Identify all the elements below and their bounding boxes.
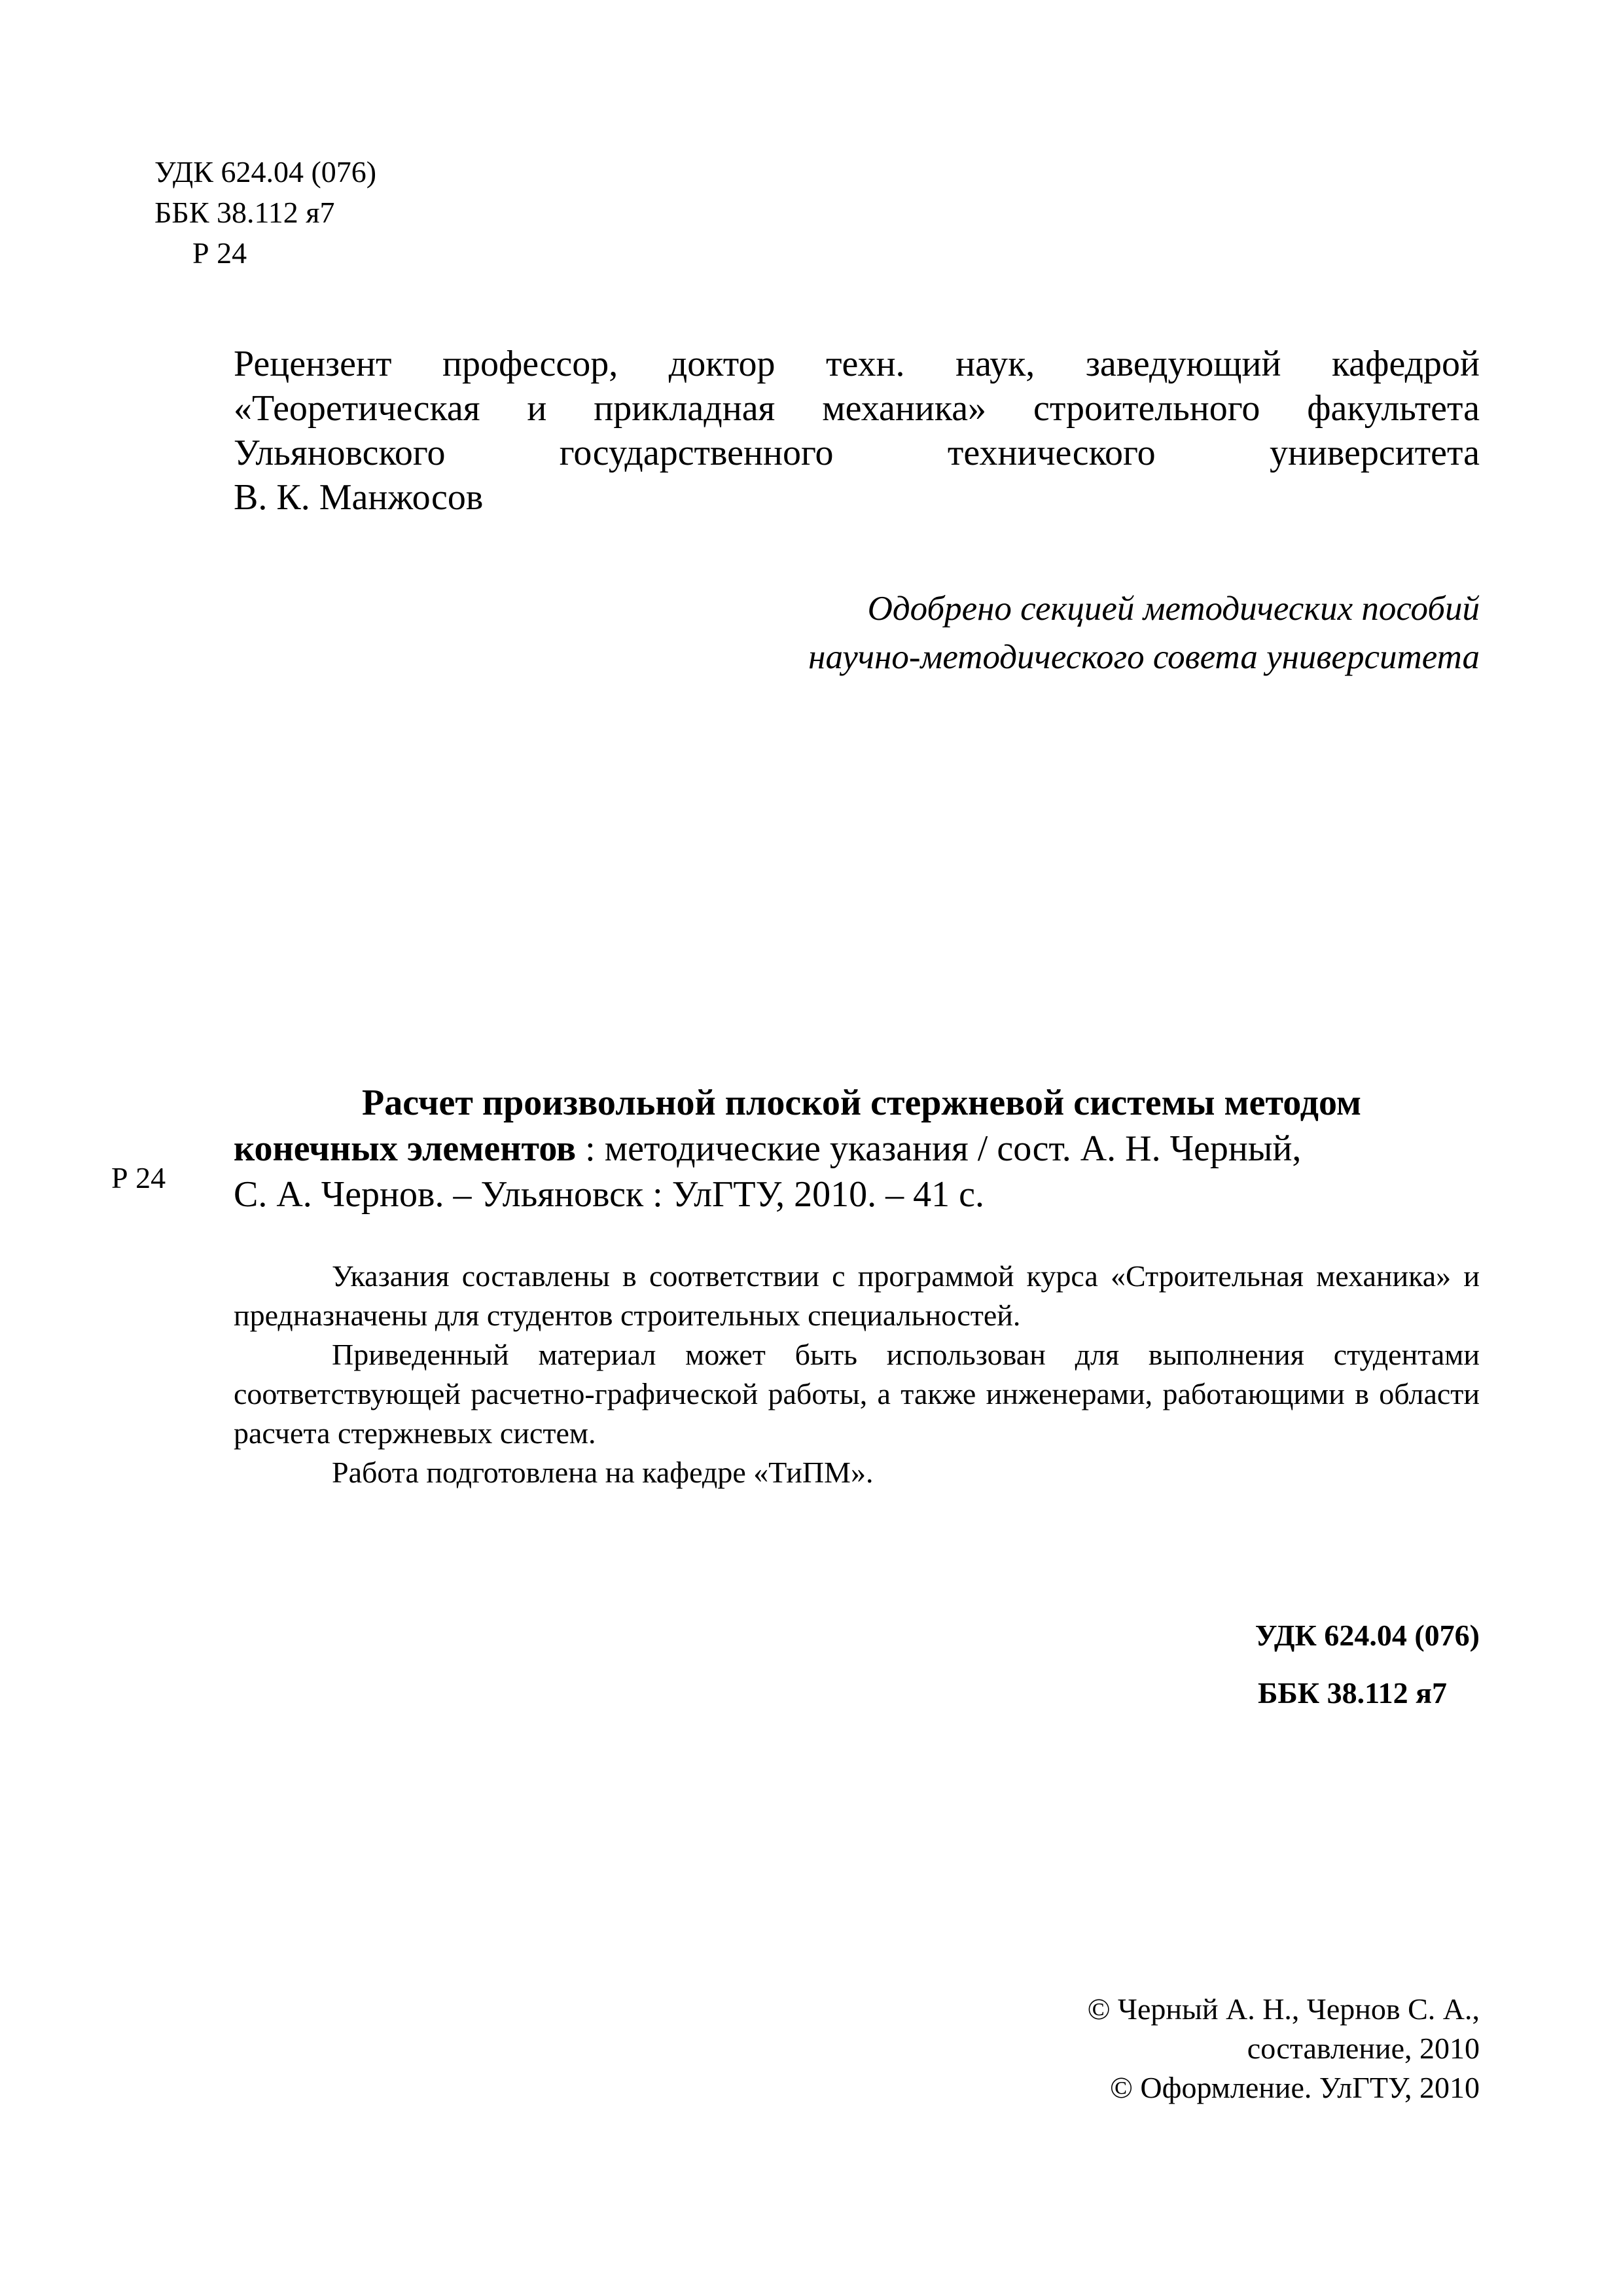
reviewer-block [234,342,1480,520]
approval-line-2: научно-методического совета университета [808,638,1480,676]
biblio-rest-1: : методические указания / сост. А. Н. Черный, [576,1128,1302,1169]
biblio-line-3: С. А. Чернов. – Ульяновск : УлГТУ, 2010. – 41 с. [234,1174,984,1215]
bibliographic-description [234,1080,1480,1217]
copyright-line-2: составление, 2010 [1247,2032,1480,2065]
biblio-title-part-2: конечных элементов [234,1128,577,1169]
reviewer-line-1: Рецензент профессор, доктор техн. наук, заведующий кафедрой [234,344,1480,384]
annotation-paragraph-1: Указания составлены в соответствии с программой курса «Строительная механика» и предназначены для студентов строительных специальностей. [234,1259,1480,1332]
annotation [234,1257,1480,1492]
copyright-line-1: © Черный А. Н., Чернов С. А., [1087,1992,1480,2026]
reviewer-line-2: «Теоретическая и прикладная механика» строительного факультета [234,388,1480,429]
copyright-block [1088,1990,1480,2108]
biblio-line-2 [234,1126,1480,1172]
call-number: Р 24 [111,1161,166,1194]
biblio-line-1 [234,1080,1480,1126]
reviewer-name: В. К. Манжосов [234,477,484,518]
udk-code-bottom: УДК 624.04 (076) [1255,1619,1480,1652]
bbk-code: ББК 38.112 я7 [154,196,335,229]
author-mark: Р 24 [192,236,247,270]
classification-bottom [1255,1607,1480,1722]
approval-note [808,584,1480,681]
approval-line-1: Одобрено секцией методических пособий [867,590,1480,628]
udk-code: УДК 624.04 (076) [154,155,377,188]
biblio-title-part-1: Расчет произвольной плоской стержневой системы методом [362,1083,1362,1123]
copyright-line-3: © Оформление. УлГТУ, 2010 [1109,2071,1480,2104]
annotation-paragraph-3: Работа подготовлена на кафедре «ТиПМ». [332,1456,874,1489]
reviewer-line-3: Ульяновского государственного технического университета [234,433,1480,473]
classification-top [154,152,376,274]
bbk-code-bottom: ББК 38.112 я7 [1257,1676,1447,1710]
annotation-paragraph-2: Приведенный материал может быть использован для выполнения студентами соответствующей расчетно-графической работы, а также инженерами, работающими в области расчета стержневых систем. [234,1338,1480,1450]
